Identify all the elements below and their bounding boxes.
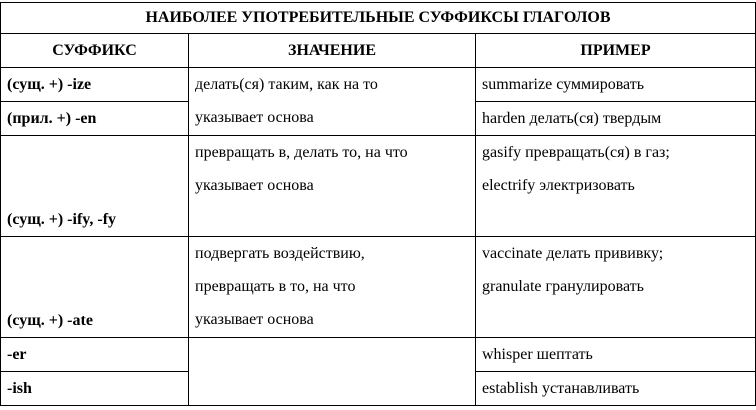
meaning-cell <box>189 237 476 338</box>
example-cell <box>476 237 756 338</box>
meaning-cell <box>189 68 476 136</box>
header-example: ПРИМЕР <box>476 34 756 68</box>
suffix-table <box>0 2 756 406</box>
example-line: electrify электризовать <box>482 177 635 194</box>
example-cell <box>476 136 756 237</box>
example-line: granulate гранулировать <box>482 278 644 295</box>
table-title: НАИБОЛЕЕ УПОТРЕБИТЕЛЬНЫЕ СУФФИКСЫ ГЛАГОЛОВ <box>1 3 756 34</box>
header-suffix: СУФФИКС <box>1 34 189 68</box>
meaning-line: указывает основа <box>195 109 314 126</box>
meaning-cell <box>189 136 476 237</box>
meaning-cell <box>189 338 476 406</box>
suffix-cell: -er <box>1 338 189 372</box>
suffix-cell: (сущ. +) -ize <box>1 68 189 102</box>
suffix-cell: -ish <box>1 372 189 406</box>
example-cell: summarize суммировать <box>476 68 756 102</box>
meaning-line: превращать в то, на что <box>195 278 356 295</box>
table-row <box>1 338 756 372</box>
table-row <box>1 136 756 237</box>
title-row <box>1 3 756 34</box>
suffix-cell: (прил. +) -en <box>1 102 189 136</box>
example-cell: establish устанавливать <box>476 372 756 406</box>
example-cell: harden делать(ся) твердым <box>476 102 756 136</box>
table-row <box>1 68 756 102</box>
suffix-cell: (сущ. +) -ify, -fy <box>1 136 189 237</box>
example-line: vaccinate делать прививку; <box>482 245 664 262</box>
meaning-line: указывает основа <box>195 177 314 194</box>
meaning-line: указывает основа <box>195 311 314 328</box>
suffix-cell: (сущ. +) -ate <box>1 237 189 338</box>
header-meaning: ЗНАЧЕНИЕ <box>189 34 476 68</box>
example-line: gasify превращать(ся) в газ; <box>482 144 670 161</box>
example-cell: whisper шептать <box>476 338 756 372</box>
table-row <box>1 237 756 338</box>
meaning-line: превращать в, делать то, на что <box>195 144 408 161</box>
meaning-line: подвергать воздействию, <box>195 245 365 262</box>
header-row <box>1 34 756 68</box>
meaning-line: делать(ся) таким, как на то <box>195 76 378 93</box>
